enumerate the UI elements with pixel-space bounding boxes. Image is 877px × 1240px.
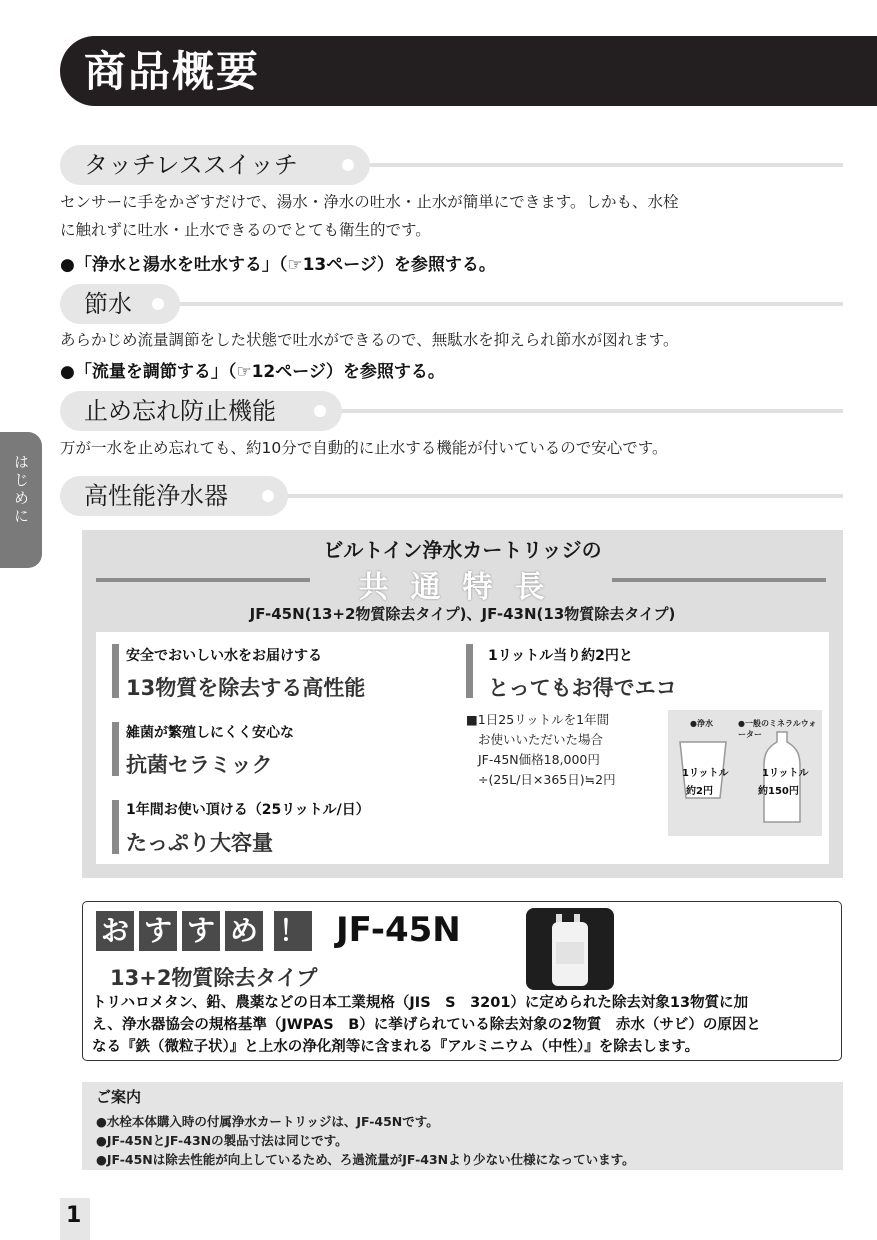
recommend-chip: め (225, 911, 263, 951)
feature-bar (112, 644, 119, 698)
recommend-chip: お (96, 911, 134, 951)
section-auto-stop-header (60, 391, 843, 431)
feature-4-big: とってもお得でエコ (488, 676, 677, 700)
section-heading-filter: 高性能浄水器 (60, 476, 288, 516)
feature-bar (112, 800, 119, 854)
side-tab-label: はじめに (12, 454, 30, 526)
guide-line-2: ●JF-45NとJF-43Nの製品寸法は同じです。 (96, 1133, 348, 1148)
touchless-reference: ●「浄水と湯水を吐水する」（☞13ページ）を参照する。 (60, 255, 496, 275)
features-heading-3: JF-45N(13+2物質除去タイプ)、JF-43N(13物質除去タイプ) (249, 605, 676, 623)
feature-2-big: 抗菌セラミック (126, 753, 273, 777)
page-number: 1 (66, 1203, 82, 1228)
guide-line-3: ●JF-45Nは除去性能が向上しているため、ろ過流量がJF-43Nより少ない仕様になっています。 (96, 1152, 635, 1167)
recommend-model: JF-45N (336, 910, 461, 950)
feature-1-small: 安全でおいしい水をお届けする (126, 648, 322, 664)
cost-note-3: JF-45N価格18,000円 (478, 752, 600, 767)
section-filter-header (60, 476, 843, 516)
feature-1-big: 13物質を除去する高性能 (126, 676, 366, 700)
cost-note-2: お使いいただいた場合 (478, 732, 604, 747)
heading-dot-icon (262, 490, 274, 502)
feature-4-small: 1リットル当り約2円と (488, 648, 633, 664)
guide-line-1: ●水栓本体購入時の付属浄水カートリッジは、JF-45Nです。 (96, 1114, 439, 1129)
section-rule (170, 302, 843, 306)
section-heading-touchless: タッチレススイッチ (60, 145, 370, 185)
feature-2-small: 雑菌が繁殖しにくく安心な (126, 725, 294, 741)
cost-comparison-panel (668, 710, 822, 836)
cost-note-4: ÷(25L/日×365日)≒2円 (478, 772, 616, 787)
section-touchless-header (60, 145, 843, 185)
heading-dot-icon (314, 405, 326, 417)
recommend-chip: ！ (274, 911, 312, 951)
compare-label-mineral: ●一般のミネラルウォーター (738, 719, 817, 739)
recommend-type: 13+2物質除去タイプ (110, 966, 318, 990)
recommend-body-line-2: え、浄水器協会の規格基準（JWPAS B）に挙げられている除去対象の2物質 赤水（サビ）の原因と (92, 1017, 761, 1033)
cartridge-icon (526, 908, 614, 990)
recommend-body-line-3: なる『鉄（微粒子状）』と上水の浄化剤等に含まれる『アルミニウム（中性）』を除去します。 (92, 1039, 700, 1055)
recommend-body-line-1: トリハロメタン、鉛、農薬などの日本工業規格（JIS S 3201）に定められた除去対象13物質に加 (92, 995, 749, 1011)
section-rule (330, 409, 843, 413)
compare-a-volume: 1リットル (682, 768, 729, 779)
feature-bar (466, 644, 473, 698)
recommend-chip: す (139, 911, 177, 951)
heading-dot-icon (342, 159, 354, 171)
touchless-para-2: に触れずに吐水・止水できるのでとても衛生的です。 (60, 221, 431, 239)
water-saving-reference: ●「流量を調節する」（☞12ページ）を参照する。 (60, 362, 445, 382)
feature-3-big: たっぷり大容量 (126, 831, 273, 855)
water-saving-para: あらかじめ流量調節をした状態で吐水ができるので、無駄水を抑えられ節水が図れます。 (60, 331, 679, 349)
section-heading-water-saving: 節水 (60, 284, 180, 324)
auto-stop-para: 万が一水を止め忘れても、約10分で自動的に止水する機能が付いているので安心です。 (60, 439, 668, 457)
compare-b-price: 約150円 (758, 786, 799, 797)
features-heading-1: ビルトイン浄水カートリッジの (323, 538, 602, 562)
guide-title: ご案内 (96, 1088, 142, 1106)
feature-bar (112, 722, 119, 776)
heading-dot-icon (152, 298, 164, 310)
section-rule (360, 163, 843, 167)
compare-b-volume: 1リットル (762, 768, 809, 779)
recommend-chip: す (182, 911, 220, 951)
page-title: 商品概要 (84, 47, 261, 96)
section-heading-auto-stop: 止め忘れ防止機能 (60, 391, 342, 431)
feature-3-small: 1年間お使い頂ける（25リットル/日） (126, 802, 370, 818)
cartridge-image (526, 908, 614, 990)
touchless-para-1: センサーに手をかざすだけで、湯水・浄水の吐水・止水が簡単にできます。しかも、水栓 (60, 193, 679, 211)
section-water-saving-header (60, 284, 843, 324)
features-heading-2: 共通特長 (358, 570, 567, 605)
section-rule (280, 494, 843, 498)
compare-a-price: 約2円 (686, 786, 713, 797)
recommend-description (92, 992, 837, 1058)
compare-label-filtered: ●浄水 (690, 719, 713, 728)
cost-note-1: ■1日25リットルを1年間 (466, 712, 610, 727)
